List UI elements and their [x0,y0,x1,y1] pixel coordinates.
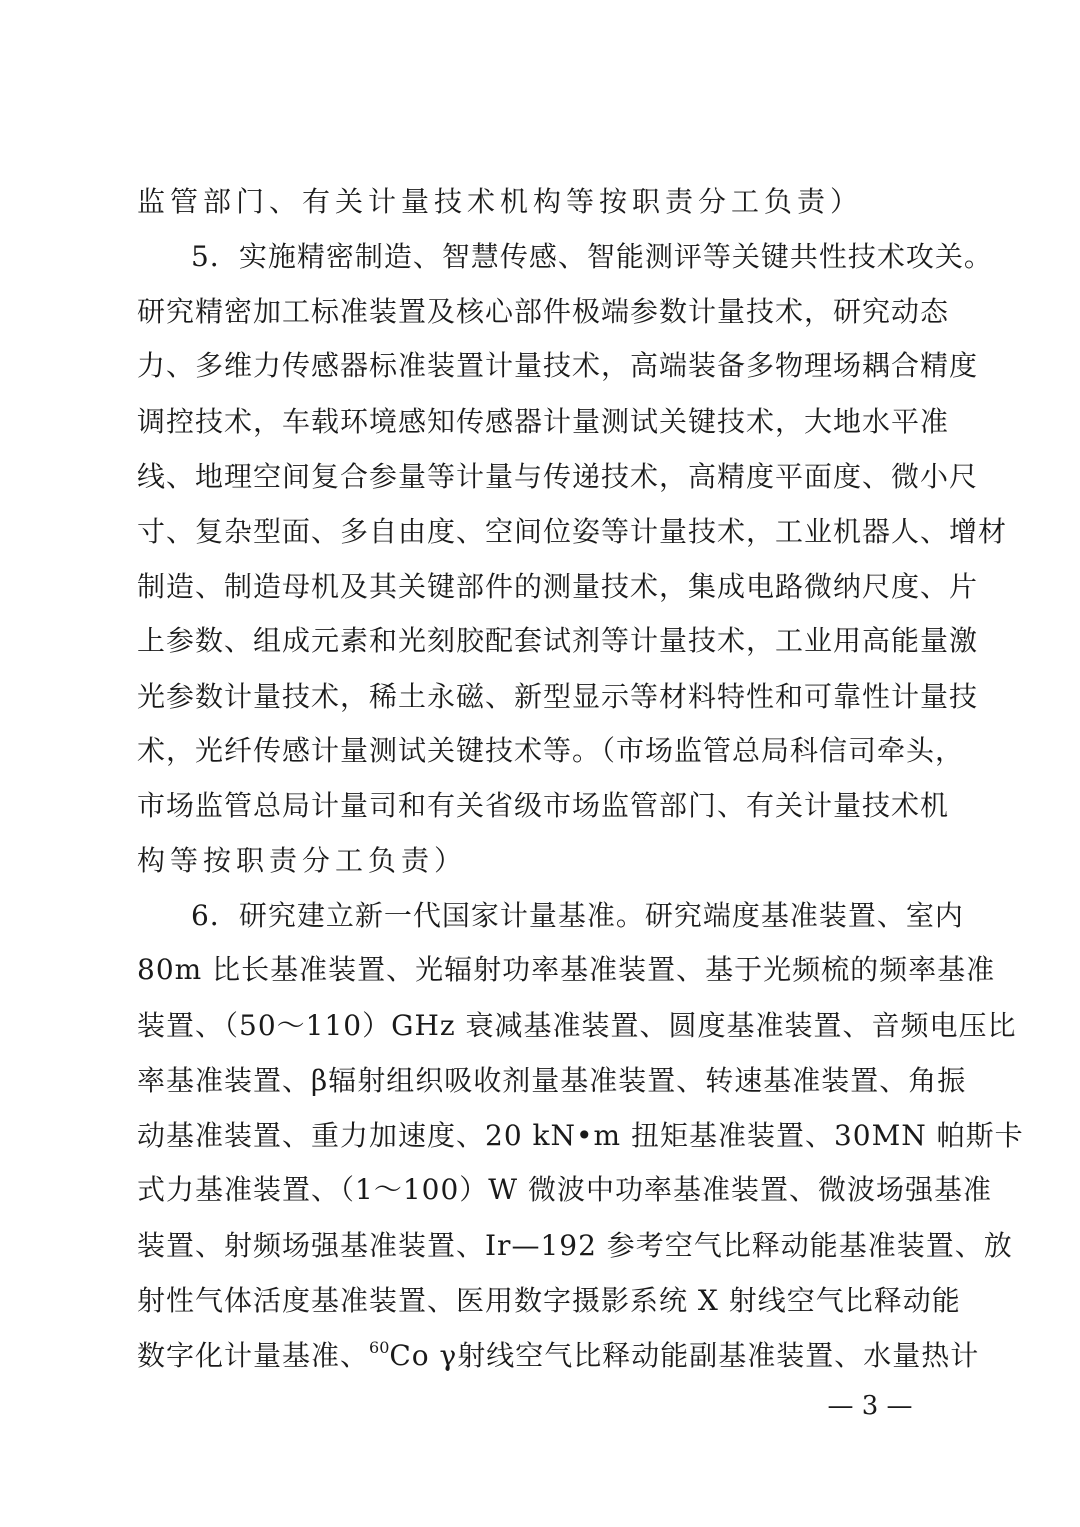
isotope-superscript: 60 [369,1338,390,1357]
text-line: 力、多维力传感器标准装置计量技术，高端装备多物理场耦合精度 [137,349,979,382]
text-line: 光参数计量技术，稀土永磁、新型显示等材料特性和可靠性计量技 [137,680,979,713]
paragraph-5-heading: 5．实施精密制造、智慧传感、智能测评等关键共性技术攻关。 [191,240,993,273]
text-line: 监管部门、有关计量技术机构等按职责分工负责） [137,185,864,218]
text-line: 构等按职责分工负责） [137,844,468,877]
text-line: 市场监管总局计量司和有关省级市场监管部门、有关计量技术机 [137,789,950,822]
text-line: 寸、复杂型面、多自由度、空间位姿等计量技术，工业机器人、增材 [137,515,1008,548]
text-line [137,1332,980,1380]
text-line: 动基准装置、重力加速度、20 kN•m 扭矩基准装置、30MN 帕斯卡 [137,1119,1024,1152]
text-line: 制造、制造母机及其关键部件的测量技术，集成电路微纳尺度、片 [137,570,979,603]
text-line: 线、地理空间复合参量等计量与传递技术，高精度平面度、微小尺 [137,460,979,493]
text-segment: 数字化计量基准、 [137,1339,370,1372]
page-number: — 3 — [827,1391,913,1421]
text-line: 式力基准装置、（1～100）W 微波中功率基准装置、微波场强基准 [137,1173,992,1206]
text-line: 术，光纤传感计量测试关键技术等。（市场监管总局科信司牵头， [137,734,965,767]
text-line: 上参数、组成元素和光刻胶配套试剂等计量技术，工业用高能量激 [137,624,979,657]
text-line: 研究精密加工标准装置及核心部件极端参数计量技术，研究动态 [137,295,950,328]
text-line: 射性气体活度基准装置、医用数字摄影系统 X 射线空气比释动能 [137,1284,961,1317]
text-line: 装置、（50～110）GHz 衰减基准装置、圆度基准装置、音频电压比 [137,1009,1017,1042]
paragraph-6-heading: 6．研究建立新一代国家计量基准。研究端度基准装置、室内 [191,899,964,932]
text-segment: Co γ射线空气比释动能副基准装置、水量热计 [389,1339,980,1372]
text-line: 调控技术，车载环境感知传感器计量测试关键技术，大地水平准 [137,405,950,438]
text-line: 80m 比长基准装置、光辐射功率基准装置、基于光频梳的频率基准 [137,953,996,986]
text-line: 装置、射频场强基准装置、Ir—192 参考空气比释动能基准装置、放 [137,1229,1013,1262]
text-line: 率基准装置、β辐射组织吸收剂量基准装置、转速基准装置、角振 [137,1064,967,1097]
